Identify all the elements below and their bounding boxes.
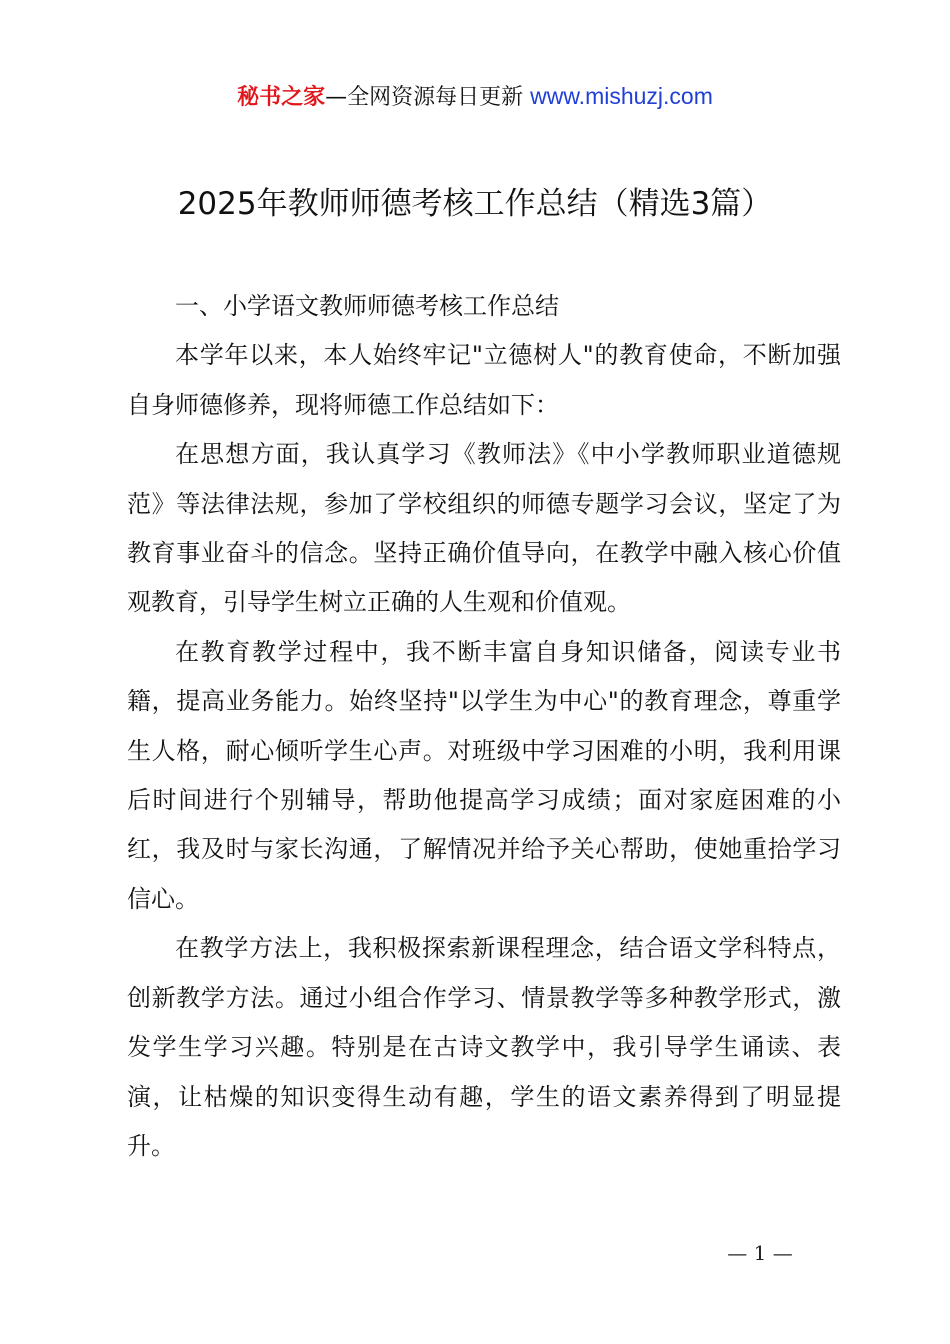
brand-name: 秘书之家 (237, 85, 326, 110)
site-url-link[interactable]: www.mishuzj.com (530, 83, 713, 109)
paragraph-intro: 本学年以来，本人始终牢记"立德树人"的教育使命，不断加强自身师德修养，现将师德工作总结如下： (127, 341, 841, 419)
paragraph-teaching-method: 在教学方法上，我积极探索新课程理念，结合语文学科特点，创新教学方法。通过小组合作学习、情景教学等多种教学形式，激发学生学习兴趣。特别是在古诗文教学中，我引导学生诵读、表演，让枯燥的知识变得生动有趣，学生的语文素养得到了明显提升。 (127, 934, 841, 1160)
page-number: — 1 — (727, 1241, 793, 1265)
header-tagline: —全网资源每日更新 (325, 85, 524, 110)
document-title: 2025年教师师德考核工作总结（精选3篇） (177, 186, 773, 222)
section-heading: 一、小学语文教师师德考核工作总结 (175, 292, 559, 320)
document-body (127, 282, 841, 1171)
paragraph-teaching-process: 在教育教学过程中，我不断丰富自身知识储备，阅读专业书籍，提高业务能力。始终坚持"以学生为中心"的教育理念，尊重学生人格，耐心倾听学生心声。对班级中学习困难的小明，我利用课后时间进行个别辅导，帮助他提高学习成绩；面对家庭困难的小红，我及时与家长沟通，了解情况并给予关心帮助，使她重拾学习信心。 (127, 637, 841, 913)
paragraph-thought: 在思想方面，我认真学习《教师法》《中小学教师职业道德规范》等法律法规，参加了学校组织的师德专题学习会议，坚定了为教育事业奋斗的信念。坚持正确价值导向，在教学中融入核心价值观教育，引导学生树立正确的人生观和价值观。 (127, 440, 841, 617)
site-header (0, 80, 950, 114)
